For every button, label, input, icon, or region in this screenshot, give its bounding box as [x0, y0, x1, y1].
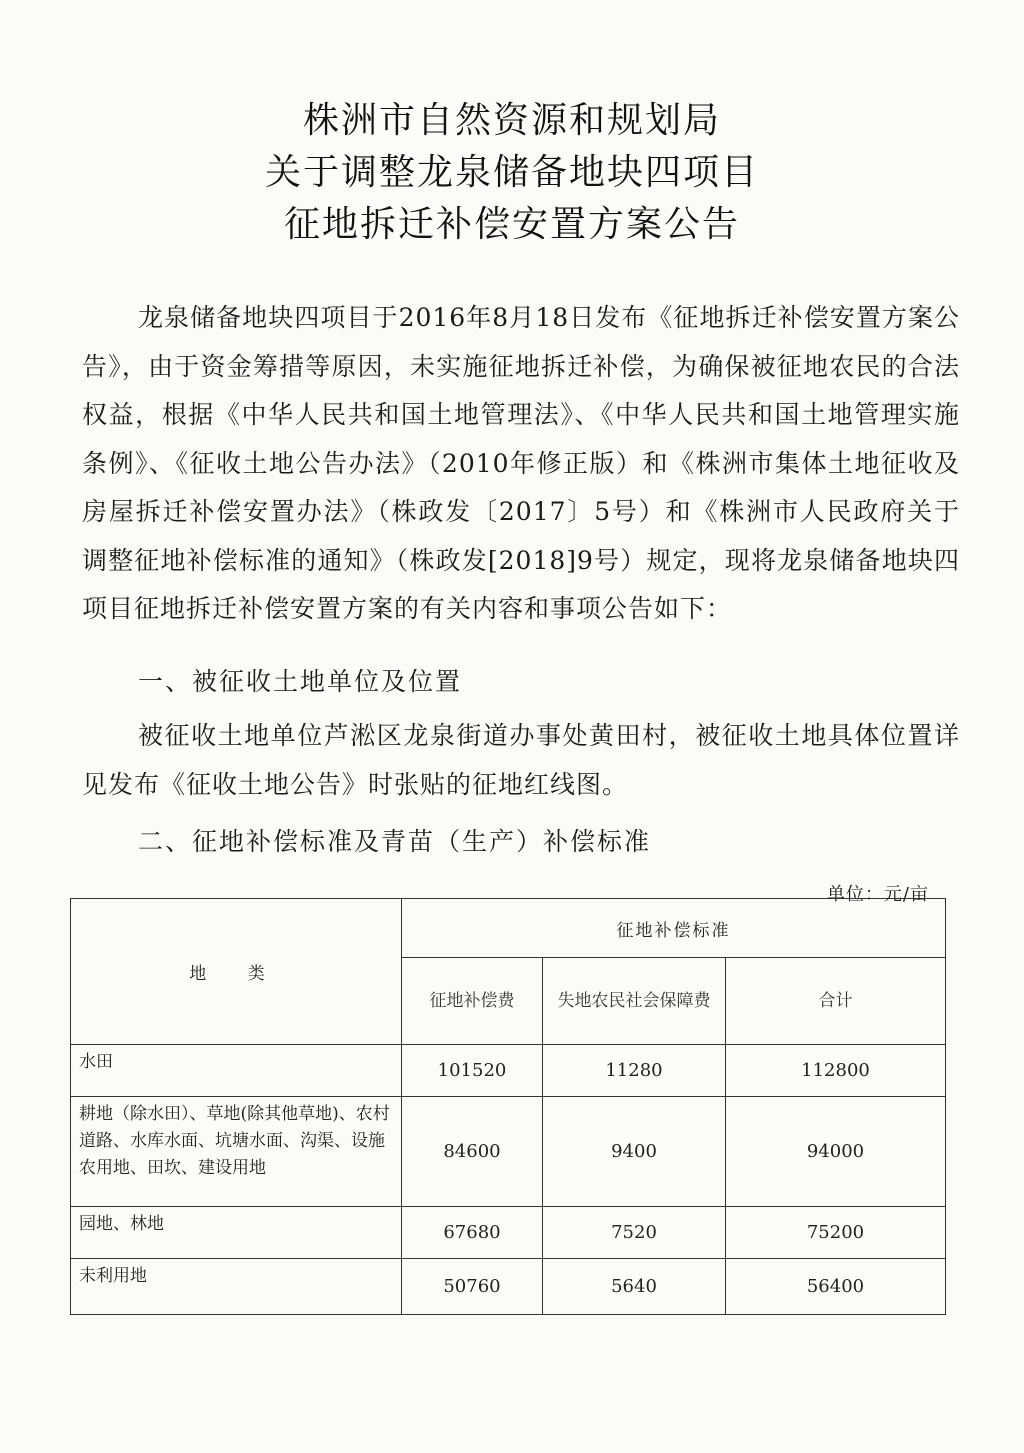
compensation-table	[70, 898, 946, 1315]
table-row	[71, 1259, 946, 1315]
land-type-cell: 未利用地	[71, 1259, 402, 1315]
total-cell: 75200	[726, 1207, 946, 1259]
fee-cell: 84600	[402, 1097, 543, 1207]
table-row	[71, 1207, 946, 1259]
fee-cell: 50760	[402, 1259, 543, 1315]
header-land-type: 地 类	[71, 899, 402, 1045]
header-compensation-standard: 征地补偿标准	[402, 899, 946, 958]
land-type-cell: 耕地（除水田）、草地(除其他草地)、农村道路、水库水面、坑塘水面、沟渠、设施农用地、田坎、建设用地	[71, 1097, 402, 1207]
total-cell: 112800	[726, 1045, 946, 1097]
land-type-cell: 园地、林地	[71, 1207, 402, 1259]
title-line-1: 株洲市自然资源和规划局	[302, 100, 721, 141]
table-row	[71, 1097, 946, 1207]
social-cell: 9400	[543, 1097, 726, 1207]
section-1-paragraph: 被征收土地单位芦淞区龙泉街道办事处黄田村，被征收土地具体位置详见发布《征收土地公告》时张贴的征地红线图。	[82, 721, 960, 799]
total-cell: 94000	[726, 1097, 946, 1207]
header-social-security-fee: 失地农民社会保障费	[543, 958, 726, 1045]
land-type-cell: 水田	[71, 1045, 402, 1097]
table-row	[71, 1045, 946, 1097]
header-compensation-fee: 征地补偿费	[402, 958, 543, 1045]
social-cell: 7520	[543, 1207, 726, 1259]
table-unit-label: 单位：元/亩	[826, 884, 929, 905]
title-line-2: 关于调整龙泉储备地块四项目	[264, 152, 759, 193]
fee-cell: 101520	[402, 1045, 543, 1097]
social-cell: 5640	[543, 1259, 726, 1315]
intro-paragraph: 龙泉储备地块四项目于2016年8月18日发布《征地拆迁补偿安置方案公告》，由于资金筹措等原因，未实施征地拆迁补偿，为确保被征地农民的合法权益，根据《中华人民共和国土地管理法》、《中华人民共和国土地管理实施条例》、《征收土地公告办法》（2010年修正版）和《株洲市集体土地征收及房屋拆迁补偿安置办法》（株政发〔2017〕5号）和《株洲市人民政府关于调整征地补偿标准的通知》（株政发[2018]9号）规定，现将龙泉储备地块四项目征地拆迁补偿安置方案的有关内容和事项公告如下：	[82, 303, 960, 623]
title-line-3: 征地拆迁补偿安置方案公告	[283, 204, 740, 245]
header-total: 合计	[726, 958, 946, 1045]
section-2-heading: 二、征地补偿标准及青苗（生产）补偿标准	[138, 827, 652, 856]
total-cell: 56400	[726, 1259, 946, 1315]
social-cell: 11280	[543, 1045, 726, 1097]
section-1-heading: 一、被征收土地单位及位置	[138, 667, 463, 696]
fee-cell: 67680	[402, 1207, 543, 1259]
